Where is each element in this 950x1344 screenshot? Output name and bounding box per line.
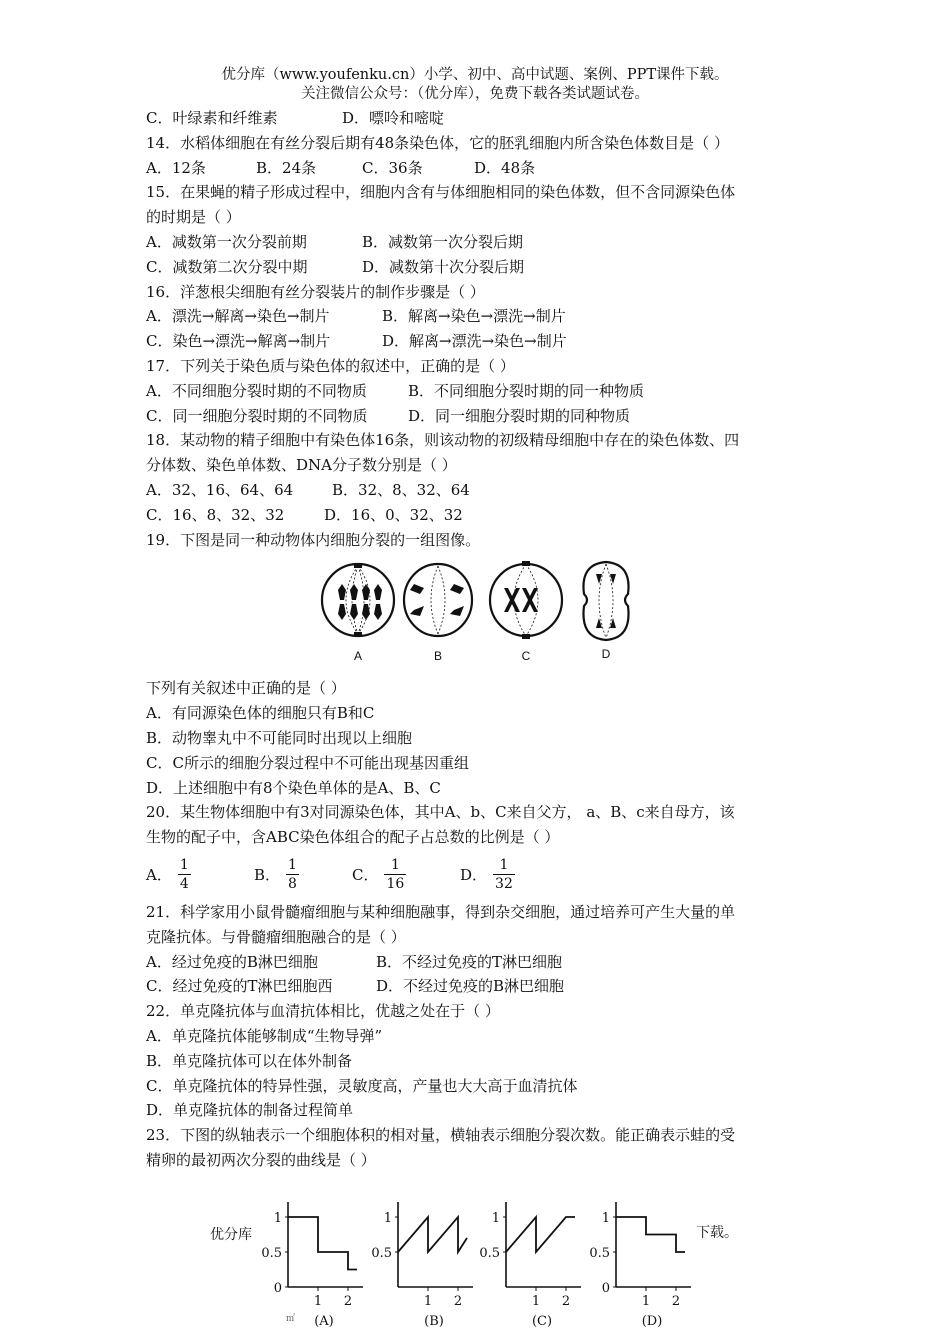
q19-stem: 19．下图是同一种动物体内细胞分裂的一组图像。 — [146, 530, 481, 549]
q17-option-c: C．同一细胞分裂时期的不同物质 — [146, 406, 368, 425]
q16-options-cd — [146, 329, 816, 354]
chart-a-caption: (A) — [314, 1313, 334, 1327]
q18-option-c: C．16、8、32、32 — [146, 505, 285, 524]
q14-options — [146, 156, 816, 181]
chart-d-caption: (D) — [641, 1313, 663, 1327]
cell-label-c: C — [521, 649, 531, 664]
overlay-right-text: 下载。 — [696, 1224, 738, 1241]
q20-option-c-den: 16 — [386, 876, 405, 893]
q20-option-d-num: 1 — [499, 857, 509, 874]
q18-options-ab — [146, 478, 816, 503]
q16-option-d: D．解离→漂洗→染色→制片 — [382, 332, 567, 351]
chart-d-ytick-label: 1 — [601, 1210, 610, 1226]
q14-option-c: C．36条 — [362, 158, 423, 177]
cell-b-drawing — [404, 564, 472, 636]
q21-options-cd — [146, 974, 816, 999]
q15-options-ab — [146, 230, 816, 255]
q20-option-a — [146, 856, 254, 893]
q20-option-c — [352, 856, 460, 893]
header-line-1: 优分库（www.youfenku.cn）小学、初中、高中试题、案例、PPT课件下载。 — [221, 67, 729, 83]
q20-option-a-den: 4 — [179, 876, 189, 893]
q20-option-c-num: 1 — [390, 857, 400, 874]
q17-option-d: D．同一细胞分裂时期的同种物质 — [408, 406, 631, 425]
q13-option-c: C．叶绿素和纤维素 — [146, 109, 278, 127]
cell-division-diagram — [316, 558, 646, 668]
cell-label-b: B — [433, 649, 443, 664]
q20-option-d-label: D． — [460, 865, 488, 884]
q23-stem-1: 23．下图的纵轴表示一个细胞体积的相对量，横轴表示细胞分裂次数。能正确表示蛙的受 — [146, 1126, 736, 1145]
q18-stem-1: 18．某动物的精子细胞中有染色体16条，则该动物的初级精母细胞中存在的染色体数、四 — [146, 431, 740, 450]
q21-option-b: B．不经过免疫的T淋巴细胞 — [376, 952, 563, 971]
cell-d-drawing — [583, 562, 628, 640]
q15-option-d: D．减数第十次分裂后期 — [362, 257, 525, 276]
q22-option-c: C．单克隆抗体的特异性强，灵敏度高，产量也大大高于血清抗体 — [146, 1076, 578, 1095]
chart-b-ytick-label: 1 — [383, 1210, 392, 1226]
page-header — [0, 66, 950, 104]
q20-option-b — [254, 856, 352, 893]
chart-a-xtick-label: 1 — [313, 1293, 323, 1309]
header-line-2: 关注微信公众号：（优分库），免费下载各类试题试卷。 — [301, 86, 649, 102]
q17-stem: 17．下列关于染色质与染色体的叙述中，正确的是（ ） — [146, 356, 515, 375]
chart-d-xtick-label: 1 — [641, 1293, 651, 1309]
chart-a-series-line — [288, 1217, 357, 1270]
q15-option-b: B．减数第一次分裂后期 — [362, 232, 524, 251]
q21-option-c: C．经过免疫的T淋巴细胞西 — [146, 977, 333, 996]
chart-a-ytick-label: 1 — [273, 1210, 282, 1226]
q22-option-d: D．单克隆抗体的制备过程简单 — [146, 1101, 354, 1120]
q19-option-b: B．动物睾丸中不可能同时出现以上细胞 — [146, 728, 413, 747]
q20-option-b-num: 1 — [288, 857, 297, 874]
chart-a-ytick-label: 0 — [273, 1280, 282, 1296]
cell-label-d: D — [601, 647, 611, 662]
q19-option-c: C．C所示的细胞分裂过程中不可能出现基因重组 — [146, 753, 469, 772]
overlay-left-text: 优分库 — [210, 1226, 252, 1243]
q20-option-b-label: B． — [254, 865, 281, 884]
q16-option-b: B．解离→染色→漂洗→制片 — [382, 307, 566, 326]
q21-stem-2: 克隆抗体。与骨髓瘤细胞融合的是（ ） — [146, 927, 406, 946]
chart-c-caption: (C) — [531, 1313, 553, 1327]
cell-c-drawing — [490, 561, 562, 639]
q15-options-cd — [146, 255, 816, 280]
chart-d-ytick-label: 0 — [601, 1280, 610, 1296]
q14-option-a: A．12条 — [146, 158, 206, 177]
chart-c-xtick-label: 2 — [561, 1293, 571, 1309]
q19-prompt: 下列有关叙述中正确的是（ ） — [146, 679, 346, 698]
chart-c-ytick-label: 0.5 — [479, 1245, 500, 1261]
chart-d-xtick-label: 2 — [671, 1293, 681, 1309]
cell-a-drawing — [322, 563, 394, 637]
cell-division-figure — [146, 558, 816, 668]
chart-a-ytick-label: 0.5 — [261, 1245, 282, 1261]
q14-stem: 14．水稻体细胞在有丝分裂后期有48条染色体，它的胚乳细胞内所含染色体数目是（ ） — [146, 133, 729, 152]
q22-option-a: A．单克隆抗体能够制成“生物导弹” — [146, 1026, 383, 1045]
q17-options-cd — [146, 404, 816, 429]
chart-c-series-line — [506, 1217, 575, 1252]
chart-b-caption: (B) — [424, 1313, 444, 1327]
q18-option-d: D．16、0、32、32 — [324, 505, 463, 524]
q14-option-d: D．48条 — [474, 158, 536, 177]
q22-option-b: B．单克隆抗体可以在体外制备 — [146, 1051, 353, 1070]
q20-stem-1: 20．某生物体细胞中有3对同源染色体，其中A、b、C来自父方， a、B、c来自母方，该 — [146, 803, 735, 822]
q20-option-d-den: 32 — [495, 876, 513, 893]
q21-option-d: D．不经过免疫的B淋巴细胞 — [376, 977, 565, 996]
q17-option-a: A．不同细胞分裂时期的不同物质 — [146, 381, 367, 400]
q20-options — [146, 850, 816, 900]
q15-stem-1: 15．在果蝇的精子形成过程中，细胞内含有与体细胞相同的染色体数，但不含同源染色体 — [146, 183, 736, 202]
q18-option-b: B．32、8、32、64 — [332, 480, 470, 499]
q15-option-a: A．减数第一次分裂前期 — [146, 232, 307, 251]
q20-option-d — [460, 856, 515, 893]
q17-options-ab — [146, 379, 816, 404]
q19-option-a: A．有同源染色体的细胞只有B和C — [146, 704, 375, 723]
chart-b-series-line — [398, 1217, 467, 1252]
q16-stem: 16．洋葱根尖细胞有丝分裂装片的制作步骤是（ ） — [146, 282, 485, 301]
q19-option-d: D．上述细胞中有8个染色单体的是A、B、C — [146, 778, 441, 797]
q21-option-a: A．经过免疫的B淋巴细胞 — [146, 952, 318, 971]
q17-option-b: B．不同细胞分裂时期的同一种物质 — [408, 381, 645, 400]
volume-charts — [146, 1177, 816, 1327]
q21-options-ab — [146, 950, 816, 975]
cell-label-a: A — [353, 649, 363, 664]
chart-b-xtick-label: 1 — [423, 1293, 433, 1309]
chart-c-ytick-label: 1 — [491, 1210, 500, 1226]
q18-option-a: A．32、16、64、64 — [146, 480, 294, 499]
q20-option-a-label: A． — [146, 865, 172, 884]
chart-d-series-line — [616, 1217, 685, 1252]
q23-stem-2: 精卵的最初两次分裂的曲线是（ ） — [146, 1150, 376, 1169]
q20-option-c-label: C． — [352, 865, 379, 884]
q18-options-cd — [146, 503, 816, 528]
chart-b-xtick-label: 2 — [453, 1293, 463, 1309]
q13-option-d: D．嘌呤和嘧啶 — [342, 109, 445, 127]
q20-stem-2: 生物的配子中，含ABC染色体组合的配子占总数的比例是（ ） — [146, 828, 560, 847]
q18-stem-2: 分体数、染色单体数、DNA分子数分别是（ ） — [146, 456, 457, 475]
chart-b-ytick-label: 0.5 — [371, 1245, 392, 1261]
q23-charts — [146, 1177, 816, 1327]
chart-a-xtick-label: 2 — [343, 1293, 353, 1309]
exam-content — [146, 106, 816, 1327]
q21-stem-1: 21．科学家用小鼠骨髓瘤细胞与某种细胞融事，得到杂交细胞，通过培养可产生大量的单 — [146, 902, 736, 921]
q15-option-c: C．减数第二次分裂中期 — [146, 257, 308, 276]
chart-c-xtick-label: 1 — [531, 1293, 541, 1309]
chart-d-ytick-label: 0.5 — [589, 1245, 610, 1261]
q14-option-b: B．24条 — [256, 158, 317, 177]
q20-option-b-den: 8 — [288, 876, 297, 893]
q16-options-ab — [146, 304, 816, 329]
corner-mark: ㎡ — [286, 1313, 296, 1324]
q22-stem: 22．单克隆抗体与血清抗体相比，优越之处在于（ ） — [146, 1002, 500, 1021]
q15-stem-2: 的时期是（ ） — [146, 208, 241, 227]
q16-option-c: C．染色→漂洗→解离→制片 — [146, 332, 331, 351]
q16-option-a: A．漂洗→解离→染色→制片 — [146, 307, 330, 326]
q20-option-a-num: 1 — [179, 857, 189, 874]
q13-options-cd — [146, 106, 816, 131]
